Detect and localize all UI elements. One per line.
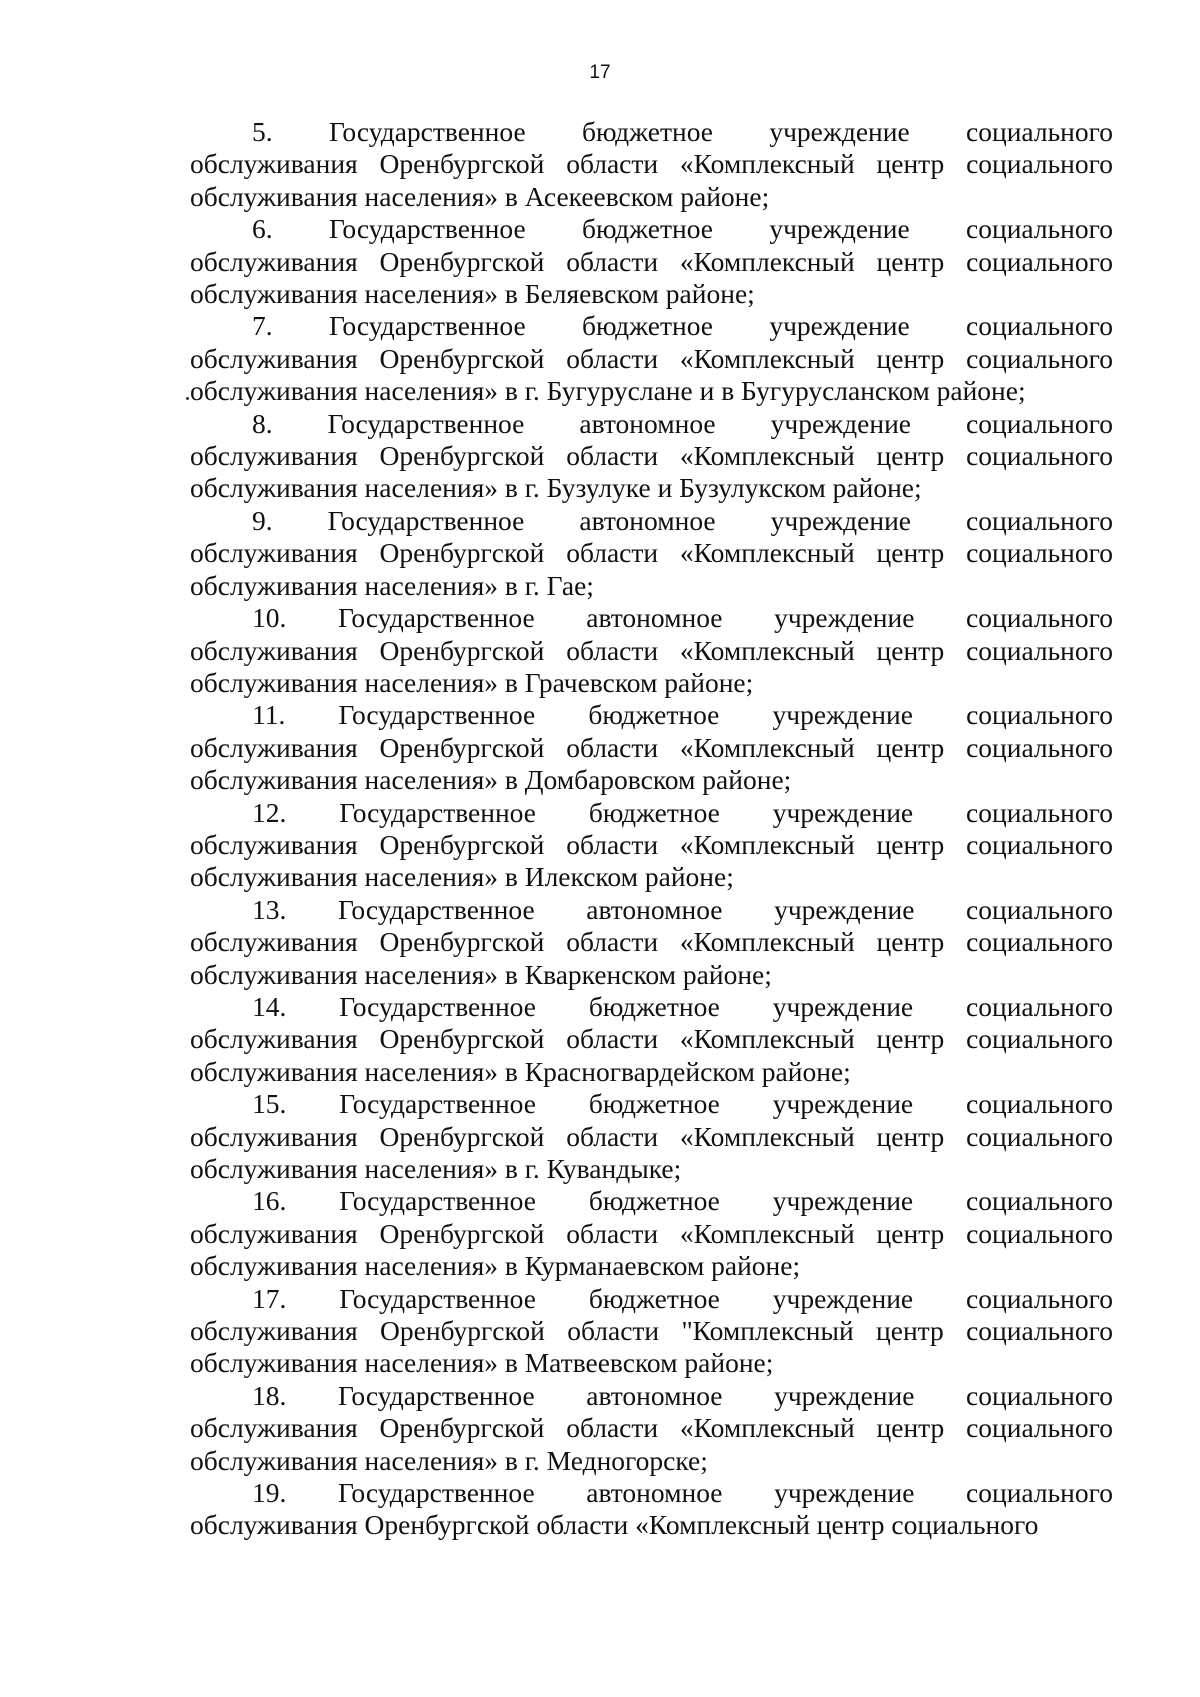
item-number: 9. (252, 504, 273, 536)
item-word: Государственное (339, 1185, 536, 1217)
item-text: обслуживания Оренбургской области «Комплексный центр социального обслуживания населения» в Домбаровском районе; (190, 731, 1113, 796)
item-word: социального (966, 1477, 1113, 1509)
item-number: 15. (252, 1088, 287, 1120)
list-item (190, 699, 1113, 796)
item-word: бюджетное (581, 310, 713, 342)
list-item (190, 797, 1113, 894)
list-item (190, 408, 1113, 505)
item-word: Государственное (327, 504, 525, 536)
list-item-first-line (190, 116, 1113, 148)
item-word: Государственное (328, 310, 526, 342)
item-word: социального (966, 407, 1113, 439)
item-word: учреждение (774, 893, 915, 925)
item-word: учреждение (770, 504, 912, 536)
list-item-first-line (190, 797, 1113, 829)
item-word: бюджетное (588, 796, 720, 828)
item-word: Государственное (339, 1282, 536, 1314)
list-item-first-line (190, 1088, 1113, 1120)
list-item-first-line (190, 894, 1113, 926)
item-text: обслуживания Оренбургской области «Комплексный центр социального обслуживания населения» в г. Гае; (190, 537, 1113, 601)
item-text: обслуживания Оренбургской области «Комплексный центр социального обслуживания населения» в г. Кувандыке; (190, 1120, 1113, 1184)
item-word: социального (966, 699, 1113, 731)
item-word: Государственное (338, 699, 536, 731)
item-text: обслуживания Оренбургской области «Комплексный центр социального (190, 1509, 1039, 1541)
item-number: 7. (252, 310, 273, 342)
item-word: автономное (586, 1477, 723, 1509)
item-word: социального (966, 310, 1113, 342)
item-word: Государственное (327, 407, 525, 439)
item-text: обслуживания Оренбургской области «Комплексный центр социального обслуживания населения» в г. Медногорске; (190, 1412, 1113, 1476)
item-word: учреждение (774, 1379, 915, 1411)
item-word: Государственное (337, 602, 535, 634)
item-word: учреждение (772, 1282, 914, 1314)
item-word: бюджетное (581, 116, 713, 147)
list-item (190, 310, 1113, 407)
list-item-first-line (190, 408, 1113, 440)
item-word: учреждение (772, 1185, 914, 1217)
item-word: бюджетное (588, 1088, 720, 1120)
item-number: 11. (252, 699, 286, 731)
item-word: бюджетное (588, 990, 720, 1022)
item-word: учреждение (772, 990, 914, 1022)
list-item-first-line (190, 699, 1113, 731)
list-item (190, 505, 1113, 602)
item-number: 17. (252, 1282, 287, 1314)
item-number: 12. (252, 796, 287, 828)
item-word: социального (966, 1379, 1113, 1411)
list-item-first-line (190, 1380, 1113, 1412)
list-item-first-line (190, 213, 1113, 245)
item-word: социального (966, 504, 1113, 536)
list-item (190, 116, 1113, 213)
item-text: обслуживания Оренбургской области «Комплексный центр социального обслуживания населения» в Кваркенском районе; (190, 926, 1113, 990)
item-word: учреждение (772, 1088, 914, 1120)
list-item (190, 213, 1113, 310)
item-word: Государственное (337, 1379, 535, 1411)
item-word: Государственное (339, 1088, 536, 1120)
item-word: социального (966, 1185, 1113, 1217)
item-word: социального (966, 602, 1113, 634)
item-text: обслуживания Оренбургской области «Комплексный центр социального обслуживания населения» в г. Бузулуке и Бузулукском районе; (190, 440, 1113, 504)
list-item (190, 1185, 1113, 1282)
item-number: 10. (252, 602, 287, 634)
list-item (190, 991, 1113, 1088)
item-word: Государственное (339, 796, 536, 828)
item-number: 8. (252, 407, 273, 439)
item-number: 13. (252, 893, 287, 925)
item-word: учреждение (774, 1477, 915, 1509)
item-word: социального (966, 213, 1113, 245)
list-item (190, 1477, 1113, 1542)
item-word: учреждение (769, 213, 910, 245)
item-word: бюджетное (588, 1185, 720, 1217)
item-word: социального (966, 116, 1113, 147)
item-word: учреждение (772, 796, 914, 828)
item-word: бюджетное (588, 699, 720, 731)
item-word: автономное (586, 602, 723, 634)
list-item (190, 894, 1113, 991)
item-number: 5. (252, 116, 273, 147)
list-item (190, 602, 1113, 699)
item-text: обслуживания Оренбургской области «Комплексный центр социального обслуживания населения» в Беляевском районе; (190, 245, 1113, 310)
item-text: обслуживания Оренбургской области «Комплексный центр социального обслуживания населения» в Грачевском районе; (190, 634, 1113, 698)
item-text: обслуживания Оренбургской области «Комплексный центр социального обслуживания населения» в Асекеевском районе; (190, 148, 1113, 212)
item-word: учреждение (774, 602, 915, 634)
list-item-first-line (190, 602, 1113, 634)
list-item (190, 1283, 1113, 1380)
item-number: 16. (252, 1185, 287, 1217)
item-number: 14. (252, 990, 287, 1022)
item-word: Государственное (328, 116, 526, 147)
item-number: 6. (252, 213, 273, 245)
item-word: Государственное (328, 213, 526, 245)
item-word: социального (966, 990, 1113, 1022)
item-word: социального (966, 893, 1113, 925)
item-number: 19. (252, 1477, 287, 1509)
list-item-first-line (190, 1185, 1113, 1217)
item-number: 18. (252, 1379, 287, 1411)
item-text: обслуживания Оренбургской области «Комплексный центр социального обслуживания населения» в Илекском районе; (190, 828, 1113, 893)
list-item-first-line (190, 505, 1113, 537)
item-word: автономное (586, 893, 723, 925)
item-word: автономное (586, 1379, 723, 1411)
item-word: Государственное (337, 1477, 535, 1509)
item-word: автономное (579, 407, 716, 439)
item-word: бюджетное (581, 213, 713, 245)
institution-list (190, 116, 1113, 1542)
item-word: Государственное (339, 990, 536, 1022)
list-item (190, 1088, 1113, 1185)
list-item-first-line (190, 1283, 1113, 1315)
item-word: учреждение (770, 407, 912, 439)
item-text: обслуживания Оренбургской области «Комплексный центр социального обслуживания населения» в Красногвардейском районе; (190, 1023, 1113, 1087)
item-word: учреждение (769, 116, 910, 147)
item-word: социального (966, 796, 1113, 828)
list-item-first-line (190, 1477, 1113, 1509)
scan-speck (186, 397, 189, 400)
item-word: социального (966, 1088, 1113, 1120)
item-word: учреждение (772, 699, 913, 731)
item-word: автономное (579, 504, 716, 536)
item-text: обслуживания Оренбургской области «Комплексный центр социального обслуживания населения» в г. Бугуруслане и в Бугурусланском районе; (190, 342, 1113, 407)
item-word: Государственное (337, 893, 535, 925)
list-item-first-line (190, 991, 1113, 1023)
list-item (190, 1380, 1113, 1477)
item-text: обслуживания Оренбургской области "Комплексный центр социального обслуживания населения» в Матвеевском районе; (190, 1315, 1113, 1379)
item-word: бюджетное (588, 1282, 720, 1314)
item-text: обслуживания Оренбургской области «Комплексный центр социального обслуживания населения» в Курманаевском районе; (190, 1217, 1113, 1282)
page-number: 17 (589, 62, 611, 83)
item-word: учреждение (769, 310, 910, 342)
item-word: социального (966, 1282, 1113, 1314)
list-item-first-line (190, 310, 1113, 342)
